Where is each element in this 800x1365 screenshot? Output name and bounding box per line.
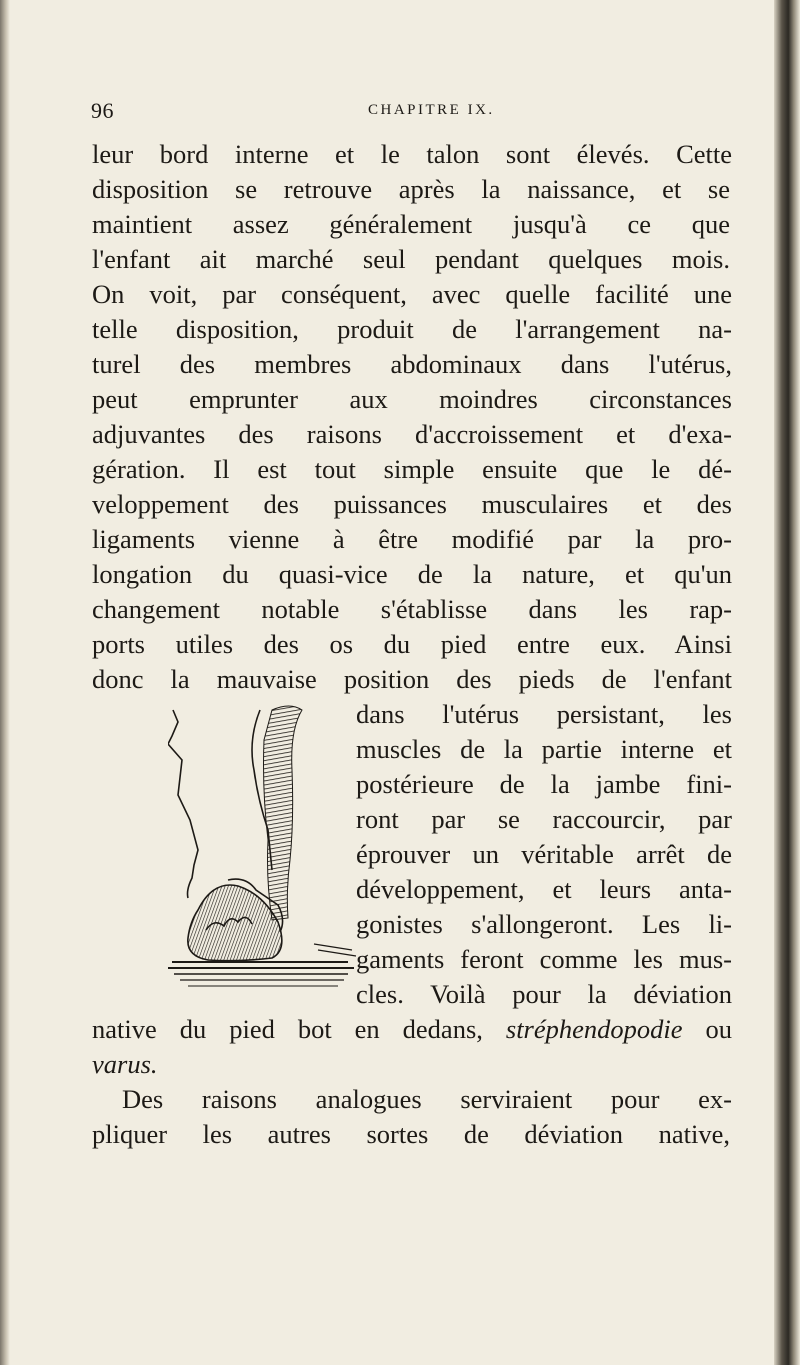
wrapped-line: développement, et leurs anta- [356,874,732,904]
body-line: pliquer les autres sortes de déviation native, [92,1119,730,1149]
wrapped-line: gonistes s'allongeront. Les li- [356,909,732,939]
body-line: maintient assez généralement jusqu'à ce que [92,209,730,239]
text-segment: ou [682,1014,732,1044]
clubfoot-engraving [168,700,358,1005]
running-head: CHAPITRE IX. [368,102,495,118]
body-line [92,1014,732,1044]
body-line: ports utiles des os du pied entre eux. Ainsi [92,629,732,659]
body-line: ligaments vienne à être modifié par la pro- [92,524,732,554]
term-varus: varus. [92,1049,158,1079]
body-line: donc la mauvaise position des pieds de l'enfant [92,664,732,694]
book-binding-edge [774,0,800,1365]
text-segment: native du pied bot en dedans, [92,1014,506,1044]
body-line: leur bord interne et le talon sont élevés. Cette [92,139,732,169]
term-strephendopodie: stréphendopodie [505,1014,683,1044]
body-line: peut emprunter aux moindres circonstances [92,384,732,414]
page-header [91,98,731,128]
body-line: On voit, par conséquent, avec quelle facilité une [92,279,732,309]
body-line: longation du quasi-vice de la nature, et qu'un [92,559,732,589]
body-line: adjuvantes des raisons d'accroissement et d'exa- [92,419,732,449]
page-left-edge [0,0,10,1365]
wrapped-line: éprouver un véritable arrêt de [356,839,732,869]
body-line: veloppement des puissances musculaires et des [92,489,732,519]
body-line: changement notable s'établisse dans les rap- [92,594,732,624]
wrapped-line: gaments feront comme les mus- [356,944,732,974]
wrapped-line: cles. Voilà pour la déviation [356,979,732,1009]
body-line: turel des membres abdominaux dans l'utérus, [92,349,732,379]
body-line: telle disposition, produit de l'arrangement na- [92,314,732,344]
wrapped-line: postérieure de la jambe fini- [356,769,732,799]
body-line: gération. Il est tout simple ensuite que le dé- [92,454,732,484]
wrapped-line: muscles de la partie interne et [356,734,732,764]
body-line: disposition se retrouve après la naissance, et se [92,174,730,204]
wrapped-line: dans l'utérus persistant, les [356,699,732,729]
page-number: 96 [91,98,114,123]
body-line: Des raisons analogues serviraient pour ex- [122,1084,732,1114]
body-line: l'enfant ait marché seul pendant quelques mois. [92,244,730,274]
wrapped-line: ront par se raccourcir, par [356,804,732,834]
